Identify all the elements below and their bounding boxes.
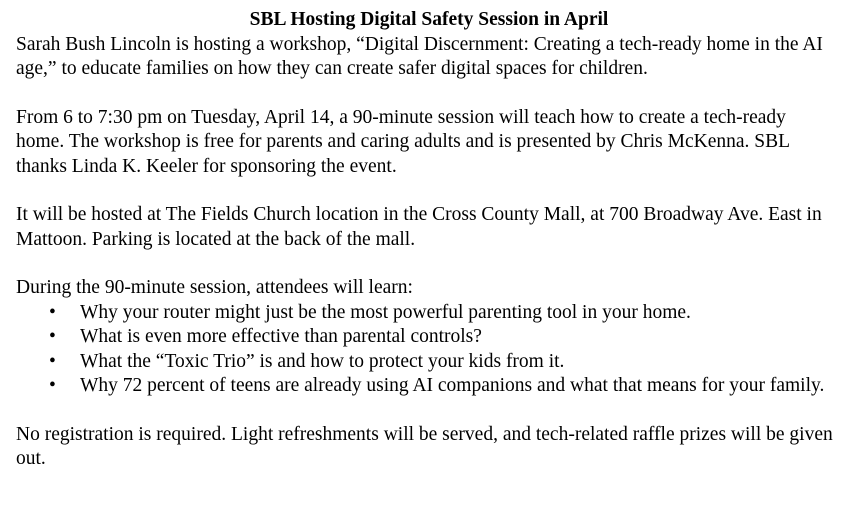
list-item — [16, 325, 836, 350]
bullet-icon: • — [49, 375, 56, 396]
intro-paragraph: Sarah Bush Lincoln is hosting a workshop, “Digital Discernment: Creating a tech-ready home in the AI age,” to educate families on how they can create safer digital spaces for children. — [16, 33, 823, 79]
list-intro: During the 90-minute session, attendees will learn: — [16, 277, 413, 298]
list-item — [16, 374, 836, 399]
schedule-paragraph: From 6 to 7:30 pm on Tuesday, April 14, a 90-minute session will teach how to create a tech-ready home. The workshop is free for parents and caring adults and is presented by Chris McKenna. SBL thanks Linda K. Keeler for sponsoring the event. — [16, 106, 790, 177]
closing-paragraph: No registration is required. Light refreshments will be served, and tech-related raffle prizes will be given out. — [16, 423, 833, 469]
list-item — [16, 301, 836, 326]
list-item — [16, 350, 836, 375]
bullet-icon: • — [49, 301, 56, 323]
learning-points-list — [16, 301, 836, 399]
location-paragraph: It will be hosted at The Fields Church location in the Cross County Mall, at 700 Broadway Ave. East in Mattoon. Parking is located at the back of the mall. — [16, 204, 822, 250]
list-item-text: What is even more effective than parental controls? — [80, 326, 482, 347]
bullet-icon: • — [49, 350, 56, 372]
list-item-text: Why your router might just be the most powerful parenting tool in your home. — [80, 301, 691, 323]
bullet-icon: • — [49, 326, 56, 347]
article-title: SBL Hosting Digital Safety Session in April — [249, 9, 609, 30]
list-item-text: What the “Toxic Trio” is and how to protect your kids from it. — [80, 350, 565, 372]
list-item-text: Why 72 percent of teens are already using AI companions and what that means for your family. — [80, 375, 825, 396]
